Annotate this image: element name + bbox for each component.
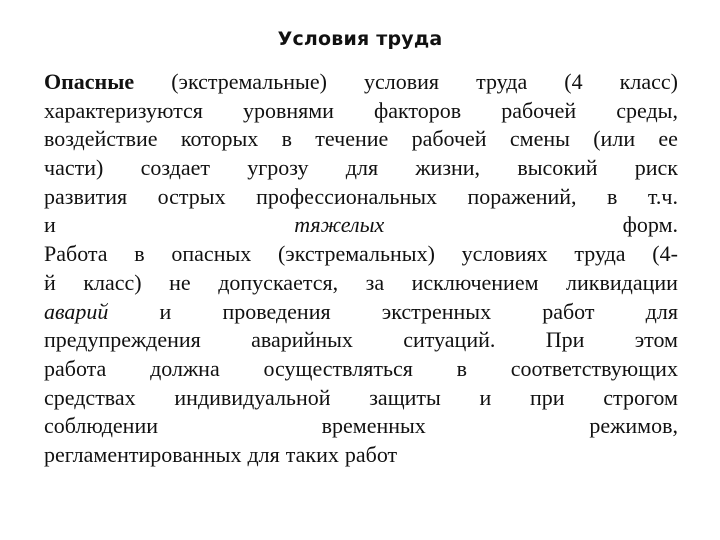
text-word: жизни,: [415, 155, 481, 181]
text-word: аварий: [44, 298, 109, 324]
text-word: части): [44, 155, 104, 181]
text-word: Работа: [44, 241, 108, 267]
text-word: воздействие: [44, 126, 158, 152]
text-word: тяжелых: [294, 212, 385, 238]
text-word: для: [345, 155, 379, 181]
text-word: среды,: [616, 97, 678, 123]
text-word: индивидуальной: [174, 384, 331, 410]
text-word: работ: [344, 441, 398, 467]
text-word: аварийных: [251, 327, 353, 353]
text-word: уровнями: [242, 97, 334, 123]
text-word: высокий: [517, 155, 598, 181]
text-word: исключением: [411, 269, 539, 295]
text-word: таких: [285, 441, 339, 467]
text-word: класс): [83, 269, 142, 295]
text-word: регламентированных: [44, 441, 242, 467]
text-word: острых: [157, 183, 226, 209]
text-word: экстренных: [381, 298, 492, 324]
text-word: создает: [140, 155, 210, 181]
text-word: й: [44, 269, 56, 295]
text-word: которых: [180, 126, 259, 152]
text-line: [44, 326, 678, 355]
text-word: работ: [542, 298, 595, 324]
text-line: [44, 384, 678, 413]
text-word: факторов: [374, 97, 462, 123]
text-word: осуществляться: [263, 355, 413, 381]
text-word: предупреждения: [44, 327, 201, 353]
text-line: [44, 68, 678, 97]
text-line: [44, 441, 678, 470]
text-word: для: [247, 441, 280, 467]
text-word: должна: [150, 355, 220, 381]
text-word: труда: [476, 69, 528, 94]
text-word: профессиональных: [256, 183, 438, 209]
text-word: в: [134, 241, 145, 267]
text-word: ее: [658, 126, 678, 152]
text-line: [44, 298, 678, 327]
text-word: не: [169, 269, 191, 295]
text-word: соблюдении: [44, 413, 158, 439]
text-word: строгом: [603, 384, 678, 410]
text-word: труда: [574, 241, 626, 267]
text-line: [44, 269, 678, 298]
text-word: этом: [634, 327, 678, 353]
text-line: [44, 355, 678, 384]
text-line: [44, 412, 678, 441]
text-word: поражений,: [467, 183, 577, 209]
text-word: в: [456, 355, 468, 381]
text-word: режимов,: [589, 413, 678, 439]
text-word: условия: [363, 69, 440, 94]
text-word: Опасные: [44, 69, 135, 94]
text-line: [44, 211, 678, 240]
text-word: форм.: [622, 212, 678, 238]
text-line: [44, 240, 678, 269]
text-word: риск: [634, 155, 678, 181]
text-word: средствах: [44, 384, 136, 410]
text-word: рабочей: [501, 97, 577, 123]
text-word: соответствующих: [510, 355, 678, 381]
text-word: для: [645, 298, 678, 324]
text-word: за: [365, 269, 385, 295]
text-word: проведения: [222, 298, 331, 324]
text-word: смены: [509, 126, 570, 152]
text-word: угрозу: [247, 155, 309, 181]
text-word: развития: [44, 183, 128, 209]
text-line: [44, 183, 678, 212]
text-word: временных: [321, 413, 426, 439]
text-word: в: [607, 183, 618, 209]
text-word: и: [44, 212, 56, 238]
body-paragraph: [44, 68, 678, 470]
text-word: и: [479, 384, 492, 410]
text-word: при: [530, 384, 565, 410]
text-word: опасных: [171, 241, 252, 267]
text-word: условиях: [461, 241, 548, 267]
text-word: ликвидации: [566, 269, 678, 295]
text-word: (4: [564, 69, 583, 94]
text-word: в: [281, 126, 292, 152]
slide-title: Условия труда: [277, 28, 443, 50]
text-line: [44, 125, 678, 154]
text-word: рабочей: [411, 126, 487, 152]
text-word: (экстремальных): [277, 241, 435, 267]
text-word: (экстремальные): [171, 69, 327, 94]
text-word: течение: [315, 126, 389, 152]
text-line: [44, 97, 678, 126]
text-word: класс): [619, 69, 678, 94]
text-word: характеризуются: [44, 97, 203, 123]
text-word: ситуаций.: [403, 327, 496, 353]
text-line: [44, 154, 678, 183]
text-word: защиты: [369, 384, 441, 410]
text-word: допускается,: [218, 269, 339, 295]
text-word: и: [159, 298, 172, 324]
text-word: (или: [593, 126, 636, 152]
text-word: т.ч.: [647, 183, 678, 209]
text-word: работа: [44, 355, 107, 381]
text-word: При: [545, 327, 585, 353]
text-word: (4-: [652, 241, 678, 267]
